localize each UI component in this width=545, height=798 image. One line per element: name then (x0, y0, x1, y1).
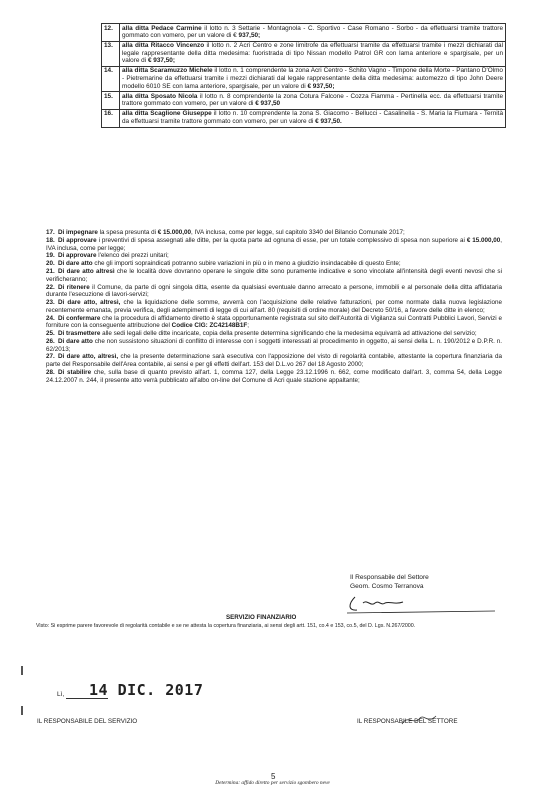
assignment-text (120, 92, 506, 110)
item-emphasis: Codice CIG: ZC42148B1F (171, 322, 248, 330)
assignment-amount: 937,50; (238, 32, 261, 40)
determination-item: 17. Di impegnare la spesa presunta di € 15.000,00, IVA inclusa, come per legge, sul capitolo 3340 del Bilancio Comunale 2017; (46, 229, 502, 237)
settore-signature-block (350, 574, 429, 591)
item-lead: Di confermare (58, 314, 101, 322)
item-body: i preventivi di spesa assegnati alle ditte, per la quota parte ad ognuna di esse, per un totale complessivo di spesa non superiore ai (96, 236, 467, 244)
assignment-row (102, 66, 506, 91)
assignment-number: 13. (102, 41, 120, 66)
assignment-text (120, 66, 506, 91)
item-body: che gli importi sopraindicati potranno subire variazioni in più o in meno a giudizio insindacabile di questo Ente; (92, 260, 401, 268)
item-text (46, 252, 502, 260)
determination-item: 18. Di approvare i preventivi di spesa assegnati alle ditte, per la quota parte ad ognuna di esse, per un totale complessivo di spesa non superiore ai € 15.000,00, IVA inclusa, come per legge; (46, 236, 503, 252)
item-tail: , IVA inclusa, come per legge; (46, 236, 503, 252)
page-footer: Determina: affido diretto per servizio sgombero neve (215, 780, 330, 786)
item-body: alle sedi legali delle ditte incaricate, copia della presente determina significando che la medesima equivarrà ad attivazione del servizio; (100, 330, 477, 338)
financial-visto-text: Visto: Si esprime parere favorevole di regolarità contabile e se ne attesta la copertura finanziaria, ai sensi degli artt. 151, co.4 e 153, co.5, del D. Lgs. N.267/2000. (36, 623, 416, 629)
assignment-number: 14. (102, 66, 120, 91)
item-body: che la procedura di affidamento diretto è stata opportunamente registrata sul sito dell'Autorità di Vigilanza sui Contratti Pubblici Lavori, Servizi e forniture con la conseguente attribuzione del (46, 314, 502, 330)
assignment-company: alla ditta Ritacco Vincenzo (122, 42, 205, 50)
item-body: l'elenco dei prezzi unitari; (96, 252, 169, 260)
assignments-table (101, 23, 506, 128)
assignment-amount: € 937,50; (307, 82, 335, 90)
item-lead: Di stabilire (58, 368, 92, 376)
margin-mark (21, 666, 23, 675)
determination-item: 25. Di trasmettere alle sedi legali delle ditte incaricate, copia della presente determina significando che la medesima equivarrà ad attivazione del servizio; (46, 330, 502, 338)
assignment-company: alla ditta Sposato Nicola (122, 92, 198, 100)
item-lead: Di approvare (58, 252, 97, 260)
item-tail: , IVA inclusa, come per legge, sul capitolo 3340 del Bilancio Comunale 2017; (191, 229, 405, 236)
responsabile-servizio-label: IL RESPONSABILE DEL SERVIZIO (37, 718, 138, 725)
item-lead: Di dare atto (58, 337, 93, 345)
assignment-text (120, 41, 506, 66)
item-emphasis: € 15.000,00 (466, 236, 501, 244)
item-body: il Comune, da parte di ogni singola ditta, esente da qualsiasi eventuale danno arrecato a persone, immobili e al personale della ditta affidataria durante l'esecuzione di lavori-servizi; (46, 283, 502, 299)
determination-item: 26. Di dare atto che non sussistono situazioni di conflitto di interesse con i soggetti interessati al procedimento in oggetto, ai sensi della L. n. 190/2012 e D.P.R. n. 62/2013; (46, 337, 502, 353)
assignment-row (102, 109, 506, 127)
item-text (46, 330, 502, 338)
assignment-description: il lotto n. 1 comprendente la zona Acri Centro - Schito Vagno - Timpone della Morte - Pantano D'Olmo - Pietremarine da effettuarsi tramite i mezzi dichiarati dal legale rappresentante della ditta medesima: automezzo di tipo John Deere modello 6010 SE con lama anteriore, spargisale, per un valore di (122, 67, 503, 90)
item-text (46, 268, 502, 283)
determination-item: 23. Di dare atto, altresì, che la liquidazione delle somme, avverrà con l'acquisizione delle relative fatturazioni, per come normate dalla nuova legislazione recentemente emanata, previa verifica, degli adempimenti di legge di cui all'art. 80 (requisiti di ordine morale) del Decreto 50/16, a favore delle ditte in elenco; (46, 299, 502, 314)
item-text (46, 299, 502, 314)
item-lead: Di ritenere (58, 283, 90, 291)
assignment-text (120, 24, 506, 42)
assignment-description: il lotto n. 3 Settarie - Montagnola - C. Sportivo - Case Romano - Sorbo - da effettuarsi tramite trattore gommato con vomero, per un valore di € (122, 24, 503, 40)
initials-signature (400, 712, 440, 728)
item-body: che le località dove dovranno operare le singole ditte sono puramente indicative e sono vincolate all'intensità degli eventi nevosi che si verificheranno; (46, 268, 502, 283)
determination-item: 28. Di stabilire che, sulla base di quanto previsto all'art. 1, comma 127, della Legge 23.12.1996 n. 662, come modificato dall'art. 3, comma 54, della Legge 24.12.2007 n. 244, il presente atto verrà pubblicato all'albo on-line del Comune di Acri quale stazione appaltante; (46, 368, 502, 384)
determination-item: 19. Di approvare l'elenco dei prezzi unitari; (46, 252, 502, 260)
assignment-description: il lotto n. 10 comprendente la zona S. Giacomo - Bellucci - Casalinella - S. Maria la Fiumara - Ternità da effettuarsi tramite trattore gommato con vomero, per un valore di (122, 110, 503, 126)
item-lead: Di dare atto, altresì, (58, 353, 119, 361)
item-text (46, 315, 502, 330)
determination-item: 21. Di dare atto altresì che le località dove dovranno operare le singole ditte sono puramente indicative e sono vincolate all'intensità degli eventi nevosi che si verificheranno; (46, 268, 502, 283)
assignment-description: il lotto n. 8 comprendente la zona Cotura Falcone - Cozza Fiamma - Pertinella ecc. da effettuarsi tramite trattore gommato con vomero, per un valore di (122, 92, 504, 108)
handwritten-signature (345, 593, 495, 615)
li-underline (66, 698, 108, 699)
item-body: la spesa presunta di (97, 229, 158, 236)
item-lead: Di dare atto altresì (58, 268, 115, 276)
margin-mark (21, 706, 23, 715)
item-lead: Di impegnare (58, 229, 98, 236)
item-emphasis: € 15.000,00 (157, 229, 192, 236)
item-text (46, 237, 502, 252)
assignment-description: il lotto n. 2 Acri Centro e zone limitrofe da effettuarsi tramite da effettuarsi tramite i mezzi dichiarati dal legale rappresentante della ditta medesima: fuoristrada di tipo Nissan modello Patrol GR con lama anteriore e spargisale, per un valore di (122, 42, 503, 65)
assignment-company: alla ditta Scaramuzzo Michele (122, 67, 213, 75)
assignment-company: alla ditta Scaglione Giuseppe (122, 110, 212, 118)
item-text (46, 229, 502, 237)
determination-item: 22. Di ritenere il Comune, da parte di ogni singola ditta, esente da qualsiasi eventuale danno arrecato a persone, immobili e al personale della ditta affidataria durante l'esecuzione di lavori-servizi; (46, 283, 502, 299)
assignment-number: 15. (102, 92, 120, 110)
signature-name: Geom. Cosmo Terranova (350, 582, 424, 590)
item-text (46, 353, 502, 368)
assignment-text (120, 109, 506, 127)
assignment-number: 16. (102, 109, 120, 127)
assignment-row (102, 92, 506, 110)
item-lead: Di trasmettere (58, 330, 101, 338)
item-tail: ; (247, 322, 250, 330)
assignment-amount: € 937,50 (255, 100, 281, 108)
date-stamp: 14 DIC. 2017 (89, 681, 204, 699)
item-text (46, 338, 502, 353)
assignment-amount: € 937,50. (315, 118, 342, 126)
determination-items (46, 229, 502, 384)
assignments-table-body (102, 24, 506, 128)
assignment-amount: € 937,50; (147, 57, 175, 65)
determination-item: 24. Di confermare che la procedura di affidamento diretto è stata opportunamente registrata sul sito dell'Autorità di Vigilanza sui Contratti Pubblici Lavori, Servizi e forniture con la conseguente attribuzione del Codice CIG: ZC42148B1F; (46, 314, 502, 330)
assignment-number: 12. (102, 24, 120, 42)
determination-item: 20. Di dare atto che gli importi sopraindicati potranno subire variazioni in più o in meno a giudizio insindacabile di questo Ente; (46, 260, 502, 268)
item-text (46, 260, 502, 268)
responsabile-settore-label: IL RESPONSABILE DEL SETTORE (357, 718, 458, 725)
assignment-row (102, 41, 506, 66)
page-number: 5 (271, 772, 276, 781)
item-text (46, 369, 502, 384)
signature-role: Il Responsabile del Settore (350, 574, 429, 581)
assignment-row (102, 24, 506, 42)
li-label: Lì, (57, 691, 65, 698)
financial-service-heading: SERVIZIO FINANZIARIO (226, 614, 297, 621)
assignment-company: alla ditta Pedace Carmine (122, 24, 202, 32)
item-lead: Di dare atto, altresì, (58, 299, 121, 307)
item-body: che non sussistono situazioni di conflitto di interesse con i soggetti interessati al procedimento in oggetto, ai sensi della L. n. 190/2012 e D.P.R. n. 62/2013; (46, 337, 502, 353)
item-body: che la liquidazione delle somme, avverrà con l'acquisizione delle relative fatturazioni, per come normate dalla nuova legislazione recentemente emanata, previa verifica, degli adempimenti di legge di cui all'art. 80 (requisiti di ordine morale) del Decreto 50/16, a favore delle ditte in elenco; (46, 299, 502, 314)
item-body: che la presente determinazione sarà esecutiva con l'apposizione del visto di regolarità contabile, attestante la copertura finanziaria da parte del Responsabile dell'Area contabile, ai sensi e per gli effetti dell'art. 153 del D.L.vo 267 del 18 Agosto 2000; (46, 353, 502, 369)
item-text (46, 284, 502, 299)
item-lead: Di dare atto (58, 260, 93, 268)
item-body: che, sulla base di quanto previsto all'art. 1, comma 127, della Legge 23.12.1996 n. 662, come modificato dall'art. 3, comma 54, della Legge 24.12.2007 n. 244, il presente atto verrà pubblicato all'albo on-line del Comune di Acri quale stazione appaltante; (46, 368, 502, 384)
determination-item: 27. Di dare atto, altresì, che la presente determinazione sarà esecutiva con l'apposizione del visto di regolarità contabile, attestante la copertura finanziaria da parte del Responsabile dell'Area contabile, ai sensi e per gli effetti dell'art. 153 del D.L.vo 267 del 18 Agosto 2000; (46, 353, 502, 369)
item-lead: Di approvare (58, 236, 97, 244)
